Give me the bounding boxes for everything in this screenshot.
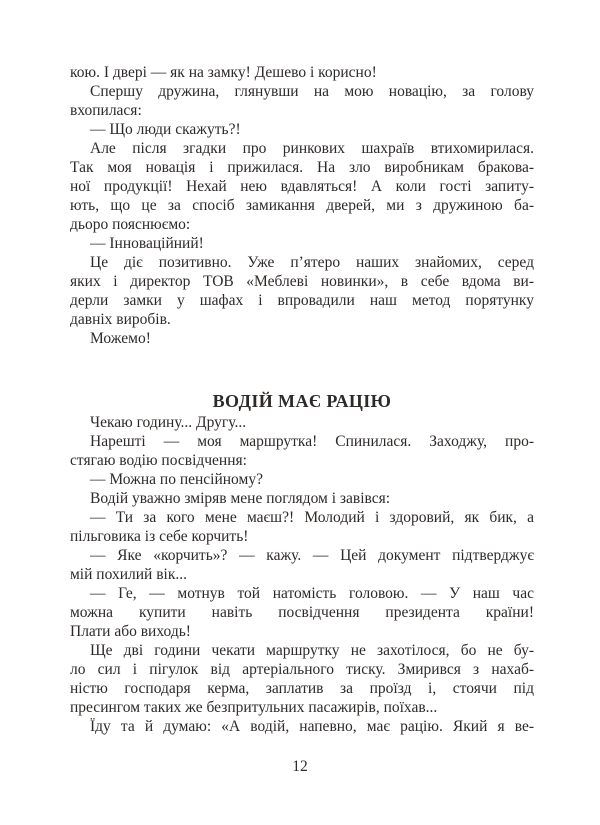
paragraph-block-story-end bbox=[70, 63, 534, 348]
text-line: яких і директор ТОВ «Меблеві новинки», в себе вдома ви- bbox=[70, 273, 534, 290]
text-line: Це діє позитивно. Уже п’ятеро наших знайомих, серед bbox=[90, 254, 534, 271]
text-column bbox=[70, 63, 534, 736]
paragraph-block-story-vodiy bbox=[70, 413, 534, 736]
text-line: Плати або виходь! bbox=[70, 623, 191, 640]
text-line: дерли замки у шафах і впровадили наш метод порятунку bbox=[70, 292, 534, 309]
text-line: вхопилася: bbox=[70, 102, 142, 119]
text-line: ють, що це за спосіб замикання дверей, ми з дружиною ба- bbox=[70, 197, 534, 214]
text-line: — Інноваційний! bbox=[90, 235, 204, 252]
text-line: мій похилий вік... bbox=[70, 566, 187, 583]
text-line: можна купити навіть посвідчення президента країни! bbox=[70, 604, 534, 621]
text-line: Можемо! bbox=[90, 330, 151, 347]
text-line: — Ти за кого мене маєш?! Молодий і здоровий, як бик, а bbox=[90, 509, 534, 526]
text-line: — Яке «корчить»? — кажу. — Цей документ підтверджує bbox=[90, 547, 534, 564]
text-line: Ще дві години чекати маршрутку не захотілося, бо не бу- bbox=[90, 642, 534, 659]
text-line: кою. І двері — як на замку! Дешево і корисно! bbox=[70, 64, 377, 81]
text-line: Так моя новація і прижилася. На зло виробникам бракова- bbox=[70, 159, 534, 176]
text-line: дьоро пояснюємо: bbox=[70, 216, 191, 233]
text-line: стягаю водію посвідчення: bbox=[70, 452, 247, 469]
text-line: ної продукції! Нехай нею вдавляться! А коли гості запиту- bbox=[70, 178, 534, 195]
text-line: Їду та й думаю: «А водій, напевно, має рацію. Який я ве- bbox=[90, 718, 534, 735]
text-line: давніх виробів. bbox=[70, 311, 171, 328]
text-line: Водій уважно зміряв мене поглядом і завівся: bbox=[90, 490, 391, 507]
text-line: — Можна по пенсійному? bbox=[90, 471, 263, 488]
story-heading: ВОДІЙ МАЄ РАЦІЮ bbox=[212, 391, 392, 411]
text-line: — Що люди скажуть?! bbox=[90, 121, 241, 138]
text-line: — Ге, — мотнув той натомість головою. — У наш час bbox=[90, 585, 534, 602]
text-line: пресингом таких же безпритульних пасажирів, поїхав... bbox=[70, 699, 438, 716]
text-line: Чекаю годину... Другу... bbox=[90, 414, 247, 431]
text-line: Спершу дружина, глянувши на мою новацію, за голову bbox=[90, 83, 534, 100]
text-line: Нарешті — моя маршрутка! Спинилася. Заходжу, про- bbox=[90, 433, 534, 450]
text-line: пільговика із себе корчить! bbox=[70, 528, 249, 545]
text-line: ло сил і пігулок від артеріального тиску. Змирився з нахаб- bbox=[70, 661, 534, 678]
page-number: 12 bbox=[292, 758, 308, 775]
text-line: Але після згадки про ринкових шахраїв втихомирилася. bbox=[90, 140, 534, 157]
text-line: ністю господаря керма, заплатив за проїзд і, стоячи під bbox=[70, 680, 534, 697]
